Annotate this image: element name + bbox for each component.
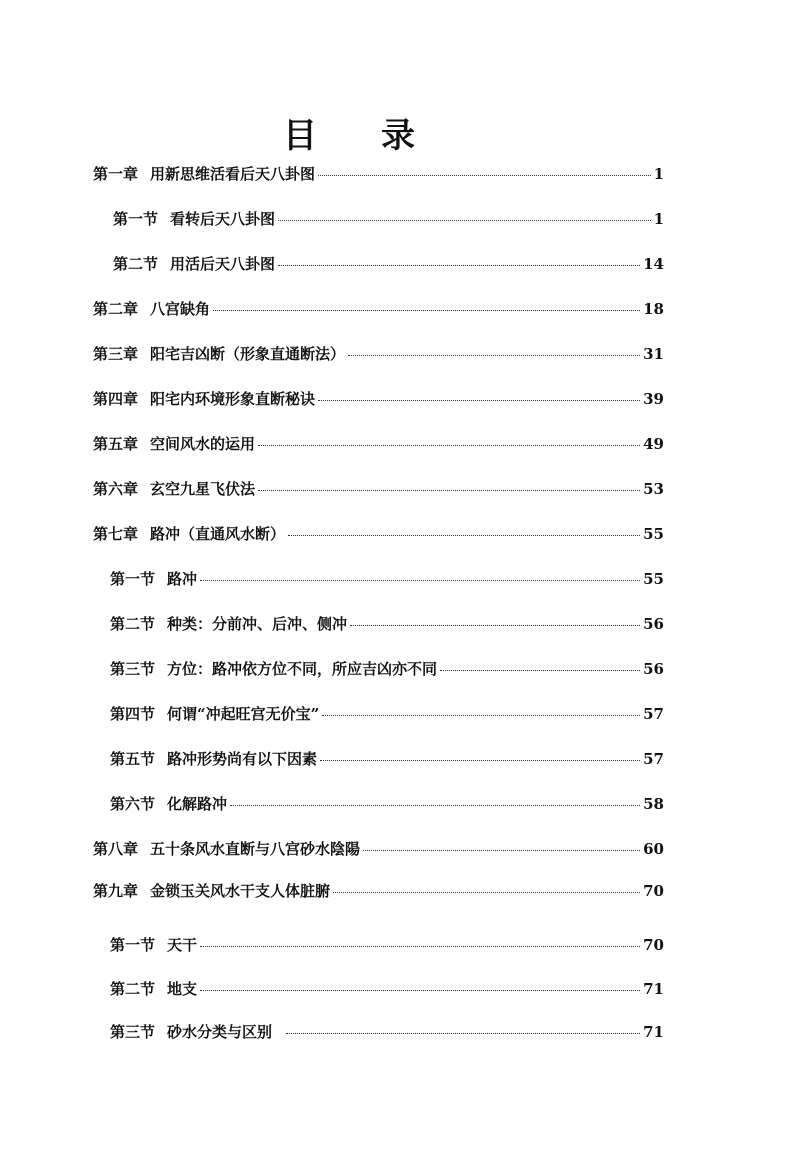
toc-entry-page: 39 — [643, 390, 664, 408]
toc-entry-label — [113, 208, 275, 229]
toc-entry — [93, 298, 664, 324]
toc-leader-dots — [200, 580, 640, 581]
toc-entry-number: 第八章 — [93, 840, 139, 858]
toc-entry-number: 第一节 — [113, 210, 159, 228]
toc-entry-text: 金锁玉关风水干支人体脏腑 — [150, 882, 331, 900]
toc-entry — [110, 978, 664, 1004]
toc-entry-page: 1 — [653, 165, 664, 183]
toc-entry — [110, 793, 664, 819]
toc-entry-page: 53 — [643, 480, 664, 498]
toc-entry-text: 种类：分前冲、后冲、侧冲 — [167, 615, 348, 633]
toc-entry-text: 路冲形势尚有以下因素 — [167, 750, 318, 768]
toc-entry-number: 第五节 — [110, 750, 156, 768]
toc-entry — [93, 523, 664, 549]
toc-leader-dots — [350, 625, 640, 626]
toc-entry-label — [110, 793, 227, 814]
toc-entry — [110, 568, 664, 594]
title-char-1: 目 — [283, 116, 319, 156]
toc-entry — [110, 1021, 664, 1047]
toc-entry — [110, 934, 664, 960]
toc-entry-page: 55 — [643, 570, 664, 588]
toc-entry-label — [93, 163, 315, 184]
toc-entry-page: 55 — [643, 525, 664, 543]
toc-entry — [110, 748, 664, 774]
toc-entry — [113, 253, 664, 279]
toc-entry — [110, 658, 664, 684]
toc-entry — [93, 838, 664, 864]
toc-entry-number: 第三节 — [110, 1023, 156, 1041]
toc-entry-number: 第一章 — [93, 165, 139, 183]
toc-entry-number: 第三节 — [110, 660, 156, 678]
toc-entry-label — [110, 613, 347, 634]
toc-entry-text: 阳宅内环境形象直断秘诀 — [150, 390, 316, 408]
toc-entry-page: 70 — [643, 936, 664, 954]
toc-entry-page: 57 — [643, 750, 664, 768]
toc-entry-page: 14 — [643, 255, 664, 273]
toc-entry-page: 1 — [653, 210, 664, 228]
toc-entry-number: 第四章 — [93, 390, 139, 408]
toc-leader-dots — [200, 990, 640, 991]
toc-entry-text: 阳宅吉凶断（形象直通断法） — [150, 345, 346, 363]
toc-entry-label — [93, 343, 345, 364]
toc-leader-dots — [322, 715, 640, 716]
toc-entry-text: 空间风水的运用 — [150, 435, 256, 453]
toc-entry-label — [110, 658, 437, 679]
toc-leader-dots — [200, 946, 640, 947]
toc-entry-number: 第二章 — [93, 300, 139, 318]
toc-entry-number: 第二节 — [113, 255, 159, 273]
toc-entry-page: 58 — [643, 795, 664, 813]
toc-entry-text: 路冲 — [167, 570, 198, 588]
toc-entry-page: 71 — [643, 980, 664, 998]
toc-entry-number: 第七章 — [93, 525, 139, 543]
toc-entry-page: 18 — [643, 300, 664, 318]
toc-leader-dots — [363, 850, 640, 851]
toc-leader-dots — [318, 400, 640, 401]
toc-entry-label — [93, 298, 210, 319]
toc-leader-dots — [320, 760, 640, 761]
toc-entry-page: 56 — [643, 660, 664, 678]
toc-leader-dots — [333, 892, 640, 893]
toc-leader-dots — [278, 265, 640, 266]
toc-entry-number: 第三章 — [93, 345, 139, 363]
toc-leader-dots — [318, 175, 651, 176]
toc-entry-page: 31 — [643, 345, 664, 363]
toc-leader-dots — [288, 535, 640, 536]
toc-entry-label — [93, 388, 315, 409]
toc-entry-text: 八宫缺角 — [150, 300, 211, 318]
toc-entry-text: 化解路冲 — [167, 795, 228, 813]
toc-entry-number: 第五章 — [93, 435, 139, 453]
toc-leader-dots — [213, 310, 640, 311]
toc-entry — [93, 880, 664, 906]
toc-leader-dots — [440, 670, 640, 671]
toc-leader-dots — [258, 445, 640, 446]
page-title — [0, 108, 700, 157]
toc-entry-number: 第九章 — [93, 882, 139, 900]
toc-leader-dots — [348, 355, 640, 356]
toc-entry — [110, 703, 664, 729]
toc-entry-text: 地支 — [167, 980, 198, 998]
toc-entry-label — [113, 253, 275, 274]
toc-entry-label — [93, 523, 285, 544]
toc-entry-page: 57 — [643, 705, 664, 723]
toc-entry — [93, 343, 664, 369]
toc-entry-text: 方位：路冲依方位不同，所应吉凶亦不同 — [167, 660, 438, 678]
toc-entry-text: 玄空九星飞伏法 — [150, 480, 256, 498]
toc-entry-page: 60 — [643, 840, 664, 858]
toc-leader-dots — [278, 220, 651, 221]
toc-entry — [93, 433, 664, 459]
toc-entry-number: 第四节 — [110, 705, 156, 723]
toc-entry-text: 用新思维活看后天八卦图 — [150, 165, 316, 183]
toc-leader-dots — [230, 805, 640, 806]
toc-entry-number: 第六节 — [110, 795, 156, 813]
toc-entry-label — [110, 703, 319, 724]
toc-entry — [93, 478, 664, 504]
toc-entry — [93, 163, 664, 189]
toc-entry-text: 何谓“冲起旺宫无价宝” — [167, 705, 320, 723]
toc-entry-number: 第二节 — [110, 615, 156, 633]
toc-entry-page: 71 — [643, 1023, 664, 1041]
toc-entry — [110, 613, 664, 639]
toc-entry-page: 70 — [643, 882, 664, 900]
toc-entry-label — [110, 1021, 272, 1042]
toc-entry — [93, 388, 664, 414]
toc-entry-number: 第一节 — [110, 570, 156, 588]
toc-entry-label — [93, 880, 330, 901]
toc-entry-label — [93, 838, 360, 859]
toc-entry-page: 49 — [643, 435, 664, 453]
toc-entry-text: 路冲（直通风水断） — [150, 525, 286, 543]
toc-entry-text: 天干 — [167, 936, 198, 954]
toc-entry-label — [93, 478, 255, 499]
toc-entry-number: 第六章 — [93, 480, 139, 498]
toc-entry-label — [93, 433, 255, 454]
toc-entry — [113, 208, 664, 234]
toc-entry-page: 56 — [643, 615, 664, 633]
toc-entry-number: 第一节 — [110, 936, 156, 954]
toc-entry-text: 用活后天八卦图 — [170, 255, 276, 273]
toc-entry-text: 砂水分类与区别 — [167, 1023, 273, 1041]
toc-entry-label — [110, 978, 197, 999]
toc-entry-number: 第二节 — [110, 980, 156, 998]
title-char-2: 录 — [381, 116, 417, 156]
toc-entry-label — [110, 934, 197, 955]
toc-entry-text: 看转后天八卦图 — [170, 210, 276, 228]
toc-leader-dots — [258, 490, 640, 491]
toc-entry-label — [110, 748, 317, 769]
toc-leader-dots — [286, 1033, 640, 1034]
toc-entry-text: 五十条风水直断与八宫砂水陰陽 — [150, 840, 361, 858]
toc-entry-label — [110, 568, 197, 589]
